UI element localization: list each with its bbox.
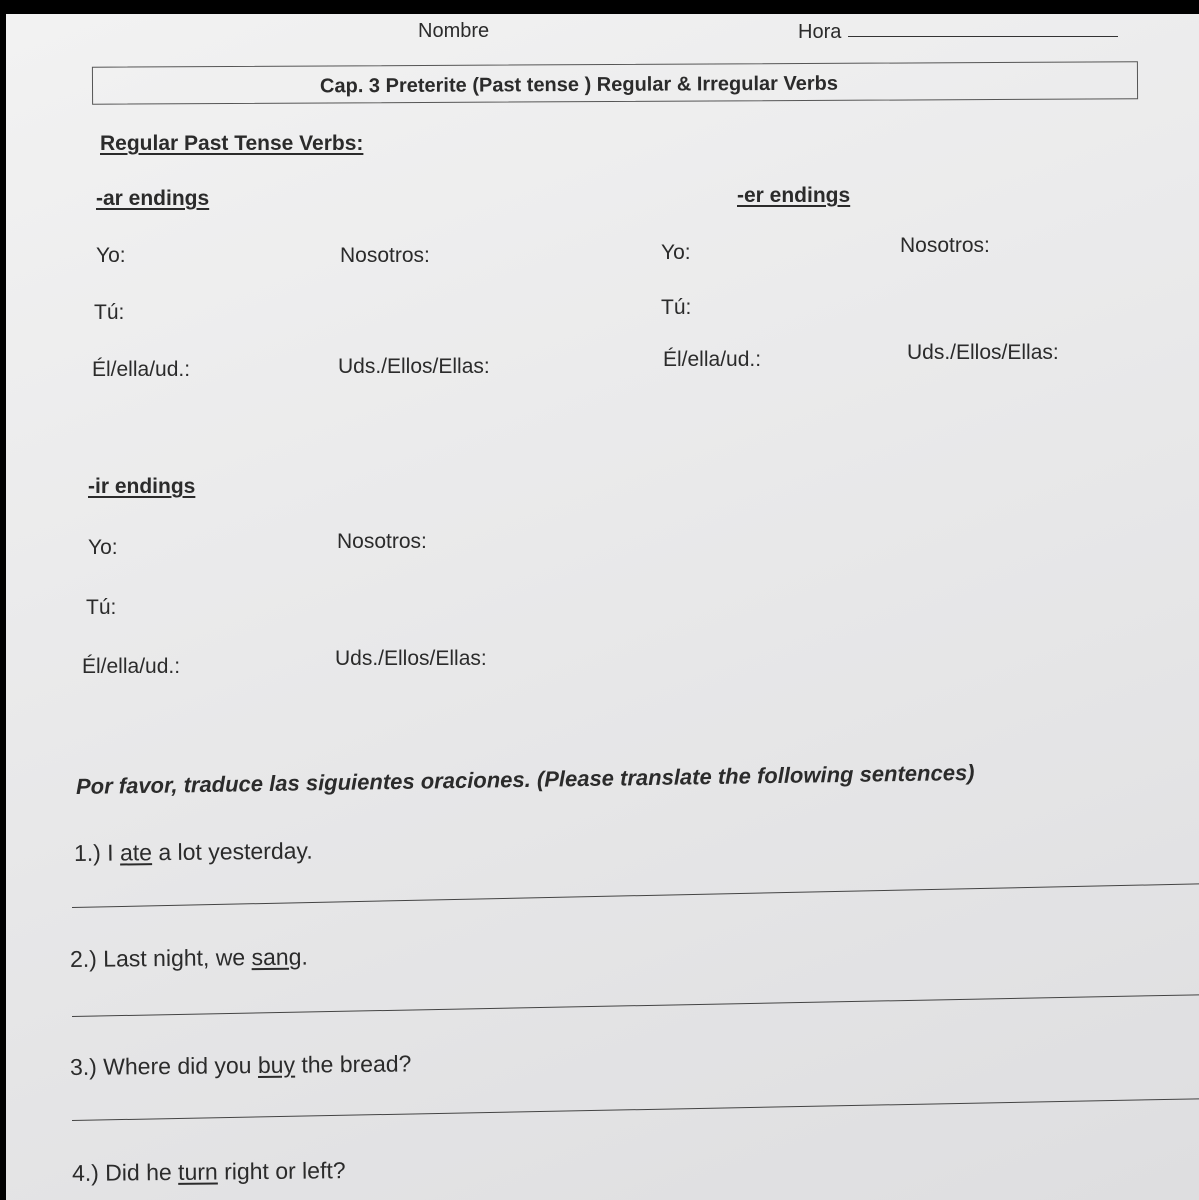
ir-tu-label: Tú: <box>86 596 117 619</box>
er-nosotros-label: Nosotros: <box>900 234 990 257</box>
hora-blank-line <box>848 36 1118 37</box>
sentence-4-text-end: right or left? <box>217 1157 346 1185</box>
ar-el-label: Él/ella/ud.: <box>92 358 191 381</box>
sentence-1-verb: ate <box>119 839 153 866</box>
sentence-1-text-end: a lot yesterday. <box>151 837 313 866</box>
ir-el-label: Él/ella/ud.: <box>82 655 181 678</box>
ar-yo-label: Yo: <box>96 244 126 267</box>
answer-line-1 <box>72 883 1199 908</box>
sentence-1-number: 1.) <box>73 839 108 866</box>
translation-instruction: Por favor, traduce las siguientes oraciones. (Please translate the following sentences) <box>75 759 975 799</box>
answer-line-2 <box>72 994 1199 1017</box>
sentence-1-text-start: I <box>107 839 121 866</box>
sentence-2-number: 2.) <box>69 945 104 972</box>
sentence-1 <box>74 838 313 867</box>
sentence-3-text-start: Where did you <box>103 1052 259 1080</box>
er-tu-label: Tú: <box>661 296 692 319</box>
sentence-4-number: 4.) <box>71 1159 106 1186</box>
sentence-3-number: 3.) <box>69 1053 104 1080</box>
sentence-3-text-end: the bread? <box>294 1050 412 1078</box>
nombre-label: Nombre <box>418 20 490 42</box>
ir-uds-label: Uds./Ellos/Ellas: <box>335 647 487 670</box>
sentence-2-text-end: . <box>301 943 308 970</box>
section-title: Regular Past Tense Verbs: <box>100 132 364 155</box>
hora-label: Hora <box>798 21 842 43</box>
ar-uds-label: Uds./Ellos/Ellas: <box>338 355 490 378</box>
answer-line-3 <box>72 1098 1199 1121</box>
sentence-2-verb: sang <box>251 943 302 971</box>
er-yo-label: Yo: <box>661 241 691 264</box>
sentence-4 <box>72 1157 346 1187</box>
er-el-label: Él/ella/ud.: <box>663 348 762 371</box>
er-endings-heading: -er endings <box>737 184 851 207</box>
sentence-4-verb: turn <box>177 1158 218 1185</box>
sentence-4-text-start: Did he <box>105 1158 179 1186</box>
ar-nosotros-label: Nosotros: <box>340 244 430 267</box>
ir-endings-heading: -ir endings <box>88 475 196 498</box>
ir-nosotros-label: Nosotros: <box>337 530 427 553</box>
ir-yo-label: Yo: <box>88 536 118 559</box>
ar-endings-heading: -ar endings <box>96 187 210 210</box>
sentence-2 <box>70 944 308 973</box>
worksheet-page <box>6 14 1199 1200</box>
sentence-3 <box>70 1050 412 1081</box>
worksheet-title: Cap. 3 Preterite (Past tense ) Regular & Irregular Verbs <box>319 72 839 98</box>
sentence-2-text-start: Last night, we <box>103 944 252 972</box>
sentence-3-verb: buy <box>257 1051 296 1079</box>
er-uds-label: Uds./Ellos/Ellas: <box>907 341 1059 364</box>
ar-tu-label: Tú: <box>94 301 125 324</box>
